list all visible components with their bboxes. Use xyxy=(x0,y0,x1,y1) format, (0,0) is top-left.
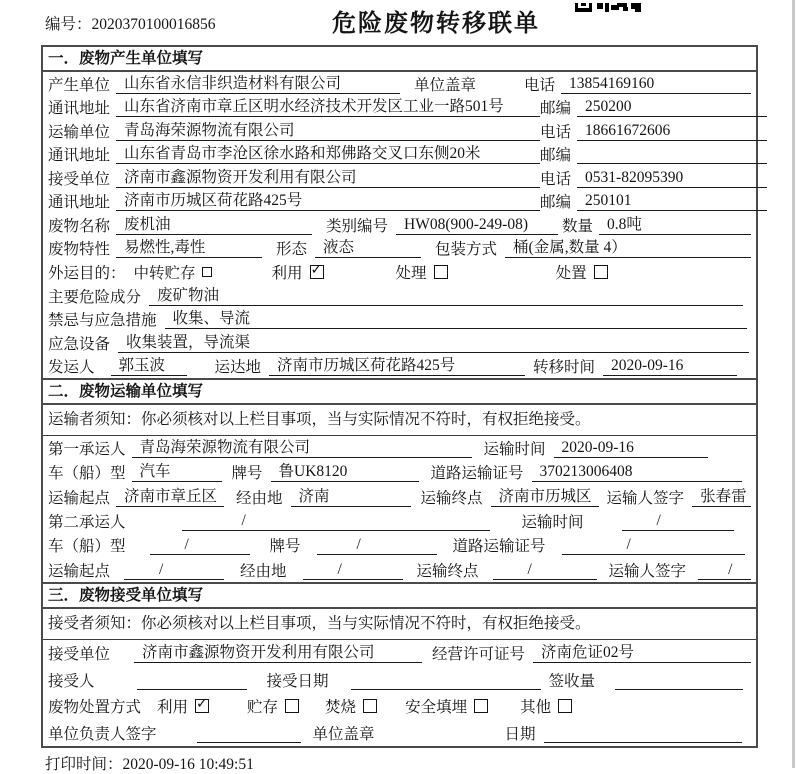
vehicle1-type-value: 汽车 xyxy=(132,462,222,482)
route2-row xyxy=(48,558,751,582)
signed-amount-value xyxy=(615,670,743,690)
receiver-notice: 接受者须知：你必须核对以上栏目事项，当与实际情况不符时，有权拒绝接受。 xyxy=(43,609,756,640)
section-transport-rows xyxy=(43,436,756,582)
purpose-treatment-label: 处理 xyxy=(395,265,427,283)
route2-end-value: / xyxy=(493,560,597,580)
receiver-label: 接受单位 xyxy=(48,170,111,188)
producer-postcode-value: 250200 xyxy=(577,97,767,117)
transport-time1-label: 运输时间 xyxy=(483,441,546,459)
producer-phone-label: 电话 xyxy=(523,76,555,94)
disposal-method-row xyxy=(48,693,751,720)
transfer-purpose-row xyxy=(48,260,751,284)
serial-label: 编号： xyxy=(45,16,92,33)
route2-end-label: 运输终点 xyxy=(416,562,479,580)
receiving-unit-label: 接受单位 xyxy=(48,646,111,664)
disposal-incineration-checkbox-icon xyxy=(363,699,377,713)
responsible-signature-row xyxy=(48,720,751,747)
emergency-equipment-label: 应急设备 xyxy=(48,335,111,353)
second-carrier-value: / xyxy=(182,511,490,531)
purpose-disposal-label: 处置 xyxy=(555,265,587,283)
transport-time1-value: 2020-09-16 xyxy=(554,438,708,458)
route2-via-value: / xyxy=(303,560,403,580)
unit-seal-label: 单位盖章 xyxy=(414,76,477,94)
receiver-phone-label: 电话 xyxy=(540,170,572,188)
vehicle2-row xyxy=(48,533,751,557)
transfer-time-label: 转移时间 xyxy=(533,359,596,377)
responsible-signature-label: 单位负责人签字 xyxy=(48,725,157,743)
waste-form-label: 形态 xyxy=(276,241,308,259)
hazard-component-label: 主要危险成分 xyxy=(48,288,142,306)
waste-property-label: 废物特性 xyxy=(48,241,111,259)
vehicle2-type-value: / xyxy=(150,535,250,555)
purpose-treatment-checkbox-icon xyxy=(434,265,448,279)
route2-via-label: 经由地 xyxy=(240,562,287,580)
receiver-seal-label: 单位盖章 xyxy=(312,725,375,743)
signed-amount-label: 签收量 xyxy=(548,672,596,690)
section-transport-header: 二．废物运输单位填写 xyxy=(43,378,756,405)
road-license2-label: 道路运输证号 xyxy=(452,538,546,556)
disposal-incineration-label: 焚烧 xyxy=(325,699,357,717)
destination-label: 运达地 xyxy=(214,359,262,377)
plate2-label: 牌号 xyxy=(269,538,301,556)
route1-start-label: 运输起点 xyxy=(48,489,111,507)
transporter-phone-label: 电话 xyxy=(540,123,572,141)
disposal-method-label: 废物处置方式 xyxy=(48,699,142,717)
acceptor-value xyxy=(137,670,247,690)
route1-start-value: 济南市章丘区 xyxy=(116,487,224,507)
road-license1-label: 道路运输证号 xyxy=(430,465,524,483)
producer-label: 产生单位 xyxy=(48,76,111,94)
page-title: 危险废物转移联单 xyxy=(332,10,540,37)
waste-name-value: 废机油 xyxy=(116,215,312,235)
emergency-equipment-row xyxy=(48,331,751,355)
hazard-component-row xyxy=(48,284,751,308)
receiver-postcode-label: 邮编 xyxy=(540,194,572,212)
receiver-address-value: 济南市历城区荷花路425号 xyxy=(116,191,540,211)
purpose-option-disposal xyxy=(556,261,608,283)
producer-row xyxy=(48,72,751,96)
producer-address-row xyxy=(48,96,751,120)
route2-sign-value: / xyxy=(698,560,751,580)
dispatcher-value: 郭玉波 xyxy=(111,356,187,376)
receiving-unit-value: 济南市鑫源物资开发利用有限公司 xyxy=(134,643,422,663)
transport-time2-label: 运输时间 xyxy=(521,514,584,532)
transporter-row xyxy=(48,119,751,143)
print-time-line xyxy=(45,752,254,774)
packaging-label: 包装方式 xyxy=(435,241,498,259)
disposal-storage-label: 贮存 xyxy=(247,699,279,717)
emergency-measures-value: 收集、导流 xyxy=(165,309,747,329)
permit-label: 经营许可证号 xyxy=(432,646,526,664)
qr-code-fragment-svg xyxy=(573,3,643,13)
producer-address-value: 山东省济南市章丘区明水经济技术开发区工业一路501号 xyxy=(116,97,540,117)
first-carrier-row xyxy=(48,436,751,460)
print-time-label: 打印时间： xyxy=(45,756,123,773)
producer-postcode-label: 邮编 xyxy=(540,100,572,118)
transport-notice: 运输者须知：你必须核对以上栏目事项，当与实际情况不符时，有权拒绝接受。 xyxy=(43,405,756,436)
disposal-option-incineration xyxy=(325,695,377,717)
disposal-landfill-checkbox-icon xyxy=(474,699,488,713)
route2-sign-label: 运输人签字 xyxy=(608,562,687,580)
purpose-option-recycle xyxy=(272,261,324,283)
section-receiver-rows xyxy=(43,640,756,746)
second-carrier-row xyxy=(48,509,751,533)
dispatcher-label: 发运人 xyxy=(48,359,95,377)
first-carrier-value: 青岛海荣源物流有限公司 xyxy=(132,438,472,458)
section-producer-header: 一．废物产生单位填写 xyxy=(43,47,756,72)
receiver-date-label: 日期 xyxy=(504,725,536,743)
first-carrier-label: 第一承运人 xyxy=(48,441,126,459)
waste-quantity-value: 0.8吨 xyxy=(599,215,751,235)
waste-category-label: 类别编号 xyxy=(326,217,389,235)
receiving-unit-row xyxy=(48,640,751,667)
route1-via-value: 济南 xyxy=(291,487,411,507)
responsible-signature-value xyxy=(197,723,301,743)
disposal-recycle-checkbox-icon xyxy=(195,699,209,713)
serial-value: 2020370100016856 xyxy=(91,16,216,33)
receiver-row xyxy=(48,166,751,190)
hazard-component-value: 废矿物油 xyxy=(149,286,743,306)
vehicle1-row xyxy=(48,460,751,484)
waste-property-row xyxy=(48,237,751,261)
transporter-postcode-value xyxy=(577,144,767,164)
producer-address-label: 通讯地址 xyxy=(48,100,111,118)
disposal-recycle-label: 利用 xyxy=(157,699,189,717)
waste-category-value: HW08(900-249-08) xyxy=(396,215,558,235)
receiver-address-label: 通讯地址 xyxy=(48,194,111,212)
vehicle1-type-label: 车（船）型 xyxy=(48,465,126,483)
plate1-value: 鲁UK8120 xyxy=(271,462,419,482)
disposal-option-recycle xyxy=(157,695,209,717)
acceptor-row xyxy=(48,667,751,694)
route1-via-label: 经由地 xyxy=(236,489,283,507)
transporter-address-value: 山东省青岛市李沧区徐水路和郑佛路交叉口东侧20米 xyxy=(116,144,540,164)
receiver-address-row xyxy=(48,190,751,214)
qr-code-icon xyxy=(573,0,643,18)
waste-name-row xyxy=(48,213,751,237)
purpose-transit-storage-label: 中转贮存 xyxy=(133,265,196,283)
transporter-address-row xyxy=(48,143,751,167)
disposal-other-label: 其他 xyxy=(520,699,552,717)
road-license1-value: 370213006408 xyxy=(532,462,742,482)
destination-value: 济南市历城区荷花路425号 xyxy=(269,356,525,376)
permit-value: 济南危证02号 xyxy=(533,643,751,663)
producer-phone-value: 13854169160 xyxy=(561,74,751,94)
route1-sign-value: 张春雷 xyxy=(692,487,751,507)
transfer-time-value: 2020-09-16 xyxy=(603,356,737,376)
emergency-measures-label: 禁忌与应急措施 xyxy=(48,312,157,330)
disposal-option-other xyxy=(520,695,572,717)
transporter-phone-value: 18661672606 xyxy=(577,121,767,141)
purpose-disposal-checkbox-icon xyxy=(594,265,608,279)
receiver-postcode-value: 250101 xyxy=(577,191,767,211)
plate2-value: / xyxy=(317,535,437,555)
waste-form-value: 液态 xyxy=(315,238,421,258)
purpose-option-transit-storage xyxy=(134,261,212,283)
accept-date-label: 接受日期 xyxy=(266,672,329,690)
route1-end-value: 济南市历城区 xyxy=(491,487,599,507)
disposal-option-landfill xyxy=(405,695,488,717)
print-time-value: 2020-09-16 10:49:51 xyxy=(122,756,254,773)
producer-value: 山东省永信非织造材料有限公司 xyxy=(116,74,400,94)
disposal-option-storage xyxy=(247,695,299,717)
purpose-recycle-checkbox-icon xyxy=(310,265,324,279)
disposal-other-checkbox-icon xyxy=(558,699,572,713)
transfer-form xyxy=(41,45,758,748)
purpose-option-treatment xyxy=(396,261,448,283)
route2-start-label: 运输起点 xyxy=(48,562,111,580)
receiver-phone-value: 0531-82095390 xyxy=(577,168,767,188)
purpose-transit-storage-checkbox-icon xyxy=(202,267,212,277)
plate1-label: 牌号 xyxy=(231,465,263,483)
waste-property-value: 易燃性,毒性 xyxy=(116,238,262,258)
route1-row xyxy=(48,485,751,509)
transporter-postcode-label: 邮编 xyxy=(540,147,572,165)
section-receiver-header: 三．废物接受单位填写 xyxy=(43,582,756,609)
route2-start-value: / xyxy=(124,560,224,580)
acceptor-label: 接受人 xyxy=(48,672,95,690)
receiver-date-value xyxy=(544,723,742,743)
accept-date-value xyxy=(351,670,541,690)
receiver-value: 济南市鑫源物资开发利用有限公司 xyxy=(116,168,540,188)
second-carrier-label: 第二承运人 xyxy=(48,514,126,532)
transporter-address-label: 通讯地址 xyxy=(48,147,111,165)
transporter-label: 运输单位 xyxy=(48,123,111,141)
transporter-value: 青岛海荣源物流有限公司 xyxy=(116,121,540,141)
dispatch-row xyxy=(48,354,751,378)
disposal-landfill-label: 安全填埋 xyxy=(405,699,468,717)
transfer-purpose-label: 外运目的： xyxy=(48,265,126,283)
waste-quantity-label: 数量 xyxy=(561,217,593,235)
emergency-equipment-value: 收集装置，导流渠 xyxy=(118,333,749,353)
vehicle2-type-label: 车（船）型 xyxy=(48,538,126,556)
page-right-edge xyxy=(792,0,795,768)
emergency-measures-row xyxy=(48,307,751,331)
purpose-recycle-label: 利用 xyxy=(271,265,303,283)
section-producer-rows xyxy=(43,72,756,378)
road-license2-value: / xyxy=(562,535,745,555)
disposal-storage-checkbox-icon xyxy=(285,699,299,713)
transport-time2-value: / xyxy=(622,511,734,531)
route1-sign-label: 运输人签字 xyxy=(606,489,685,507)
route1-end-label: 运输终点 xyxy=(420,489,483,507)
packaging-value: 桶(金属,数量 4） xyxy=(505,238,751,258)
waste-name-label: 废物名称 xyxy=(48,217,111,235)
